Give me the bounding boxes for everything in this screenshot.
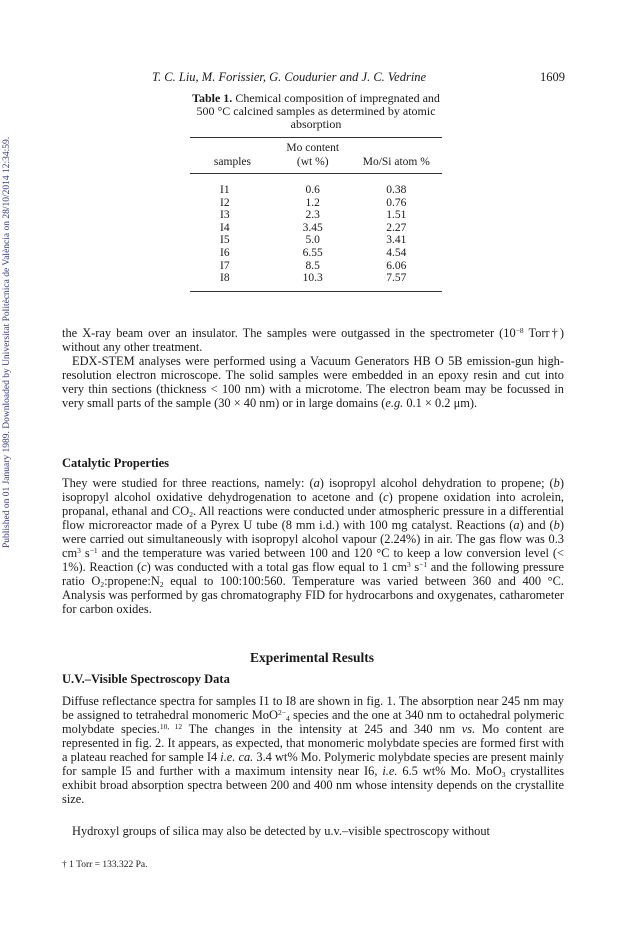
section-heading-uv: U.V.–Visible Spectroscopy Data (62, 672, 230, 686)
table-1 (190, 92, 442, 292)
header-samples: samples (213, 156, 251, 168)
table-row: I5 5.0 3.41 (220, 234, 407, 247)
table-row: I8 10.3 7.57 (220, 272, 407, 285)
table-row: I7 8.5 6.06 (220, 259, 407, 272)
header-mo-si: Mo/Si atom % (362, 156, 430, 168)
section-heading-results: Experimental Results (249, 650, 375, 665)
footnote: † 1 Torr = 133.322 Pa. (62, 860, 148, 870)
paragraph-edx-stem: EDX-STEM analyses were performed using a Vacuum Generators HB O 5B emission-gun high-resolution electron microscope. The solid samples were embedded in an epoxy resin and cut into very thin sections (thickness < 100 nm) with a microtome. The electron beam may be focussed in very small parts of the sample (30 × 40 nm) or in large domains (e.g. 0.1 × 0.2 μm). (62, 354, 564, 410)
paragraph-xray: the X-ray beam over an insulator. The samples were outgassed in the spectrometer ($10^{-8}$ Torr†) without any other treatment. (62, 326, 564, 354)
header-wt-unit: (wt %) (296, 156, 329, 168)
table-label: Table 1. (192, 91, 233, 105)
running-header (0, 70, 624, 86)
paragraph-catalytic: They were studied for three reactions, namely: (a) isopropyl alcohol dehydration to propene; (b) isopropyl alcohol oxidative dehydrogenation to acetone and (c) propene oxidation into acrolein, propanal, ethanal and $CO_2$. All reactions were conducted under atmospheric pressure in a differential flow microreactor made of a Pyrex U tube (8 mm i.d.) with 100 mg catalyst. Reactions (a) and (b) were carried out simultaneously with isopropyl alcohol vapour (2.24%) in air. The gas flow was 0.3 $cm^3$ $s^{-1}$ and the temperature was varied between 100 and 120 °C to keep a low conversion level (< 1%). Reaction (c) was conducted with a total gas flow equal to 1 $cm^3$ $s^{-1}$ and the following pressure ratio $O_2:propene:N_2$ equal to 100:100:560. Temperature was varied between 360 and 400 °C. Analysis was performed by gas chromatography FID for hydrocarbons and oxygenates, catharometer for carbon oxides. (62, 476, 565, 616)
section-heading-catalytic: Catalytic Properties (62, 456, 170, 470)
header-mo-content: Mo content (286, 142, 340, 154)
paragraph-hydroxyl: Hydroxyl groups of silica may also be detected by u.v.–visible spectroscopy without (72, 824, 490, 838)
table-row: I3 2.3 1.51 (220, 209, 407, 222)
table-bottom-rule (190, 291, 442, 292)
table-row: I1 0.6 0.38 (220, 184, 407, 196)
table-caption (190, 92, 442, 131)
composition-table (190, 138, 442, 285)
table-caption-text: Chemical composition of impregnated and 500 °C calcined samples as determined by atomic absorption (196, 91, 440, 131)
table-row: I4 3.45 2.27 (220, 221, 407, 234)
authors-line: T. C. Liu, M. Forissier, G. Coudurier and J. C. Vedrine (152, 70, 427, 84)
table-row: I2 1.2 0.76 (220, 196, 407, 209)
page-number: 1609 (540, 70, 565, 84)
download-notice: Published on 01 January 1989. Downloaded by Universitat Politècnica de València on 28/10/2014 12:34:59. (2, 136, 12, 548)
paragraph-uv-visible: Diffuse reflectance spectra for samples I1 to I8 are shown in fig. 1. The absorption near 245 nm may be assigned to tetrahedral monomeric MoO$^{2-}_4$ species and the one at 340 nm to octahedral polymeric molybdate species.$^{10, 12}$ The changes in the intensity at 245 and 340 nm vs. Mo content are represented in fig. 2. It appears, as expected, that monomeric molybdate species are formed first with a plateau reached for sample I4 i.e. ca. 3.4 wt% Mo. Polymeric molybdate species are present mainly for sample I5 and further with a maximum intensity near I6, i.e. 6.5 wt% Mo. MoO$_3$ crystallites exhibit broad absorption spectra between 200 and 400 nm whose intensity depends on the crystallite size. (62, 694, 565, 806)
table-row: I6 6.55 4.54 (220, 246, 407, 259)
